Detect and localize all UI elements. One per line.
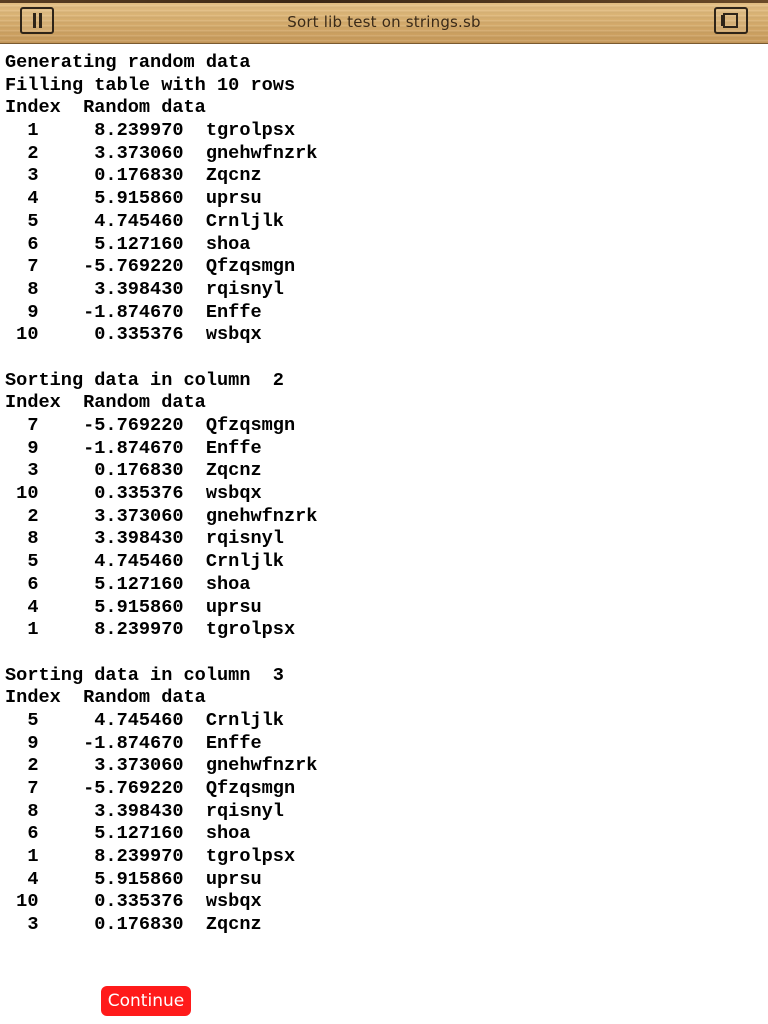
- console-line: Generating random data: [5, 52, 251, 73]
- console-line: [5, 347, 765, 370]
- console-line: 1 8.239970 tgrolpsx: [5, 619, 296, 641]
- console-line: 7 -5.769220 Qfzqsmgn: [5, 256, 296, 278]
- console-line: 9 -1.874670 Enffe: [5, 301, 262, 323]
- console-line: 6 5.127160 shoa: [5, 233, 251, 255]
- console-line: Filling table with 10 rows: [5, 74, 296, 96]
- console-line: 2 3.373060 gnehwfnzrk: [5, 505, 318, 527]
- window-title: Sort lib test on strings.sb: [287, 13, 481, 31]
- title-bar-edge: [0, 0, 768, 3]
- console-line: 6 5.127160 shoa: [5, 573, 251, 595]
- console-line: 7 -5.769220 Qfzqsmgn: [5, 415, 296, 436]
- console-line: 9 -1.874670 Enffe: [5, 732, 262, 754]
- console-output: [5, 52, 765, 937]
- console-line: 4 5.915860 uprsu: [5, 188, 262, 210]
- console-line: Index Random data: [5, 687, 206, 709]
- console-line: 10 0.335376 wsbqx: [5, 324, 262, 346]
- console-line: 10 0.335376 wsbqx: [5, 891, 262, 913]
- console-line: 4 5.915860 uprsu: [5, 596, 262, 618]
- console-line: 3 0.176830 Zqcnz: [5, 914, 262, 936]
- console-line: Index Random data: [5, 392, 206, 414]
- console-line: 5 4.745460 Crnljlk: [5, 709, 284, 731]
- console-line: 7 -5.769220 Qfzqsmgn: [5, 778, 296, 799]
- console-line: 8 3.398430 rqisnyl: [5, 800, 284, 822]
- console-line: 1 8.239970 tgrolpsx: [5, 846, 296, 868]
- console-line: 4 5.915860 uprsu: [5, 868, 262, 890]
- console-line: Sorting data in column 3: [5, 664, 284, 686]
- console-line: 8 3.398430 rqisnyl: [5, 528, 284, 550]
- console-line: 9 -1.874670 Enffe: [5, 437, 262, 459]
- console-line: [5, 642, 765, 665]
- console-line: 3 0.176830 Zqcnz: [5, 460, 262, 482]
- console-line: 5 4.745460 Crnljlk: [5, 551, 284, 573]
- console-line: Index Random data: [5, 97, 206, 119]
- console-line: 10 0.335376 wsbqx: [5, 483, 262, 505]
- exit-button[interactable]: [714, 7, 748, 34]
- console-line: 8 3.398430 rqisnyl: [5, 278, 284, 300]
- console-line: 2 3.373060 gnehwfnzrk: [5, 755, 318, 777]
- console-line: 5 4.745460 Crnljlk: [5, 210, 284, 232]
- console-line: 2 3.373060 gnehwfnzrk: [5, 142, 318, 164]
- console-line: 6 5.127160 shoa: [5, 823, 251, 845]
- console-line: Sorting data in column 2: [5, 369, 284, 391]
- title-bar: [0, 0, 768, 44]
- continue-button[interactable]: Continue: [101, 986, 191, 1016]
- console-line: 3 0.176830 Zqcnz: [5, 165, 262, 187]
- console-line: 1 8.239970 tgrolpsx: [5, 120, 296, 142]
